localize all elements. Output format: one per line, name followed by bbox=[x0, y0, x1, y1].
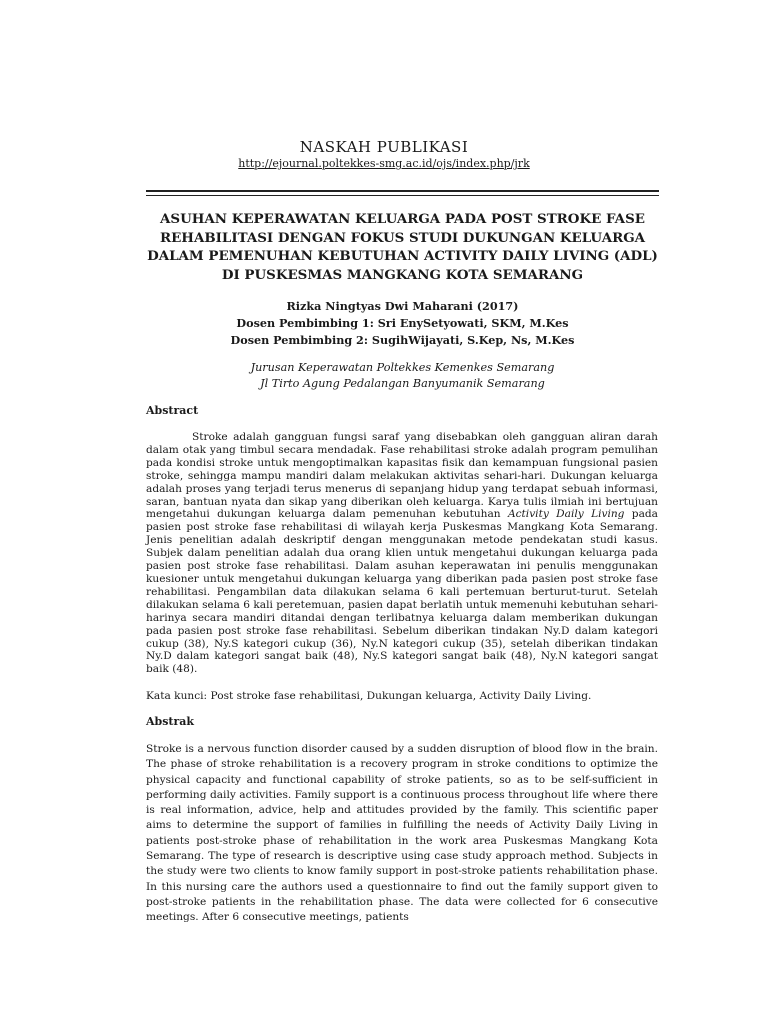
abstract-text-part1: Stroke adalah gangguan fungsi saraf yang disebabkan oleh gangguan aliran darah dalam otak yang timbul secara mendadak. Fase rehabilitasi stroke adalah program pemulihan pada kondisi stroke untuk mengoptimalkan kapasitas fisik dan kemampuan fungsional pasien stroke, sehingga mampu mandiri dalam melakukan aktivitas sehari-hari. Dukungan keluarga adalah proses yang terjadi terus menerus di sepanjang hidup yang terdapat sebuah informasi, saran, bantuan nyata dan sikap yang diberikan oleh keluarga. Karya tulis ilmiah ini bertujuan mengetahui dukungan keluarga dalam pemenuhan kebutuhan bbox=[146, 431, 658, 521]
paper-title: ASUHAN KEPERAWATAN KELUARGA PADA POST STROKE FASE REHABILITASI DENGAN FOKUS STUDI DUKUNGAN KELUARGA DALAM PEMENUHAN KEBUTUHAN ACTIVITY DAILY LIVING (ADL) DI PUSKESMAS MANGKANG KOTA SEMARANG bbox=[147, 211, 658, 283]
abstract-text-part2: pada pasien post stroke fase rehabilitasi di wilayah kerja Puskesmas Mangkang Kota Semarang. Jenis penelitian adalah deskriptif dengan menggunakan metode pendekatan studi kasus. Subjek dalam penelitian adalah dua orang klien untuk mengetahui dukungan keluarga pada pasien post stroke fase rehabilitasi. Dalam asuhan keperawatan ini penulis menggunakan kuesioner untuk mengetahui dukungan keluarga yang diberikan pada pasien post stroke fase rehabilitasi. Pengambilan data dilakukan selama 6 kali pertemuan berturut-turut. Setelah dilakukan selama 6 kali peretemuan, pasien dapat berlatih untuk memenuhi kebutuhan sehari-harinya secara mandiri ditandai dengan terlibatnya keluarga dalam memberikan dukungan pada pasien post stroke fase rehabilitasi. Sebelum diberikan tindakan Ny.D dalam kategori cukup (38), Ny.S kategori cukup (36), Ny.N kategori cukup (35), setelah diberikan tindakan Ny.D dalam kategori sangat baik (48), Ny.S kategori sangat baik (48), Ny.N kategori sangat baik (48). bbox=[146, 508, 659, 676]
abstract-text-italic: Activity Daily Living bbox=[507, 508, 625, 521]
abstrak-heading: Abstrak bbox=[146, 715, 195, 728]
author-block bbox=[140, 298, 665, 349]
abstract-heading: Abstract bbox=[146, 404, 199, 417]
affiliation-block bbox=[140, 360, 665, 392]
journal-url-link[interactable]: http://ejournal.poltekkes-smg.ac.id/ojs/index.php/jrk bbox=[238, 157, 530, 170]
supervisor-1: Dosen Pembimbing 1: Sri EnySetyowati, SKM, M.Kes bbox=[236, 316, 569, 330]
abstract-english: Stroke is a nervous function disorder caused by a sudden disruption of blood flow in the brain. The phase of stroke rehabilitation is a recovery program in stroke conditions to optimize the physical capacity and functional capability of stroke patients, so as to be self-sufficient in performing daily activities. Family support is a continuous process throughout life where there is real information, advice, help and attitudes provided by the family. This scientific paper aims to determine the support of families in fulfilling the needs of Activity Daily Living in patients post-stroke phase of rehabilitation in the work area Puskesmas Mangkang Kota Semarang. The type of research is descriptive using case study approach method. Subjects in the study were two clients to know family support in post-stroke patients rehabilitation phase. In this nursing care the authors used a questionnaire to find out the family support given to post-stroke patients in the rehabilitation phase. The data were collected for 6 consecutive meetings. After 6 consecutive meetings, patients bbox=[146, 743, 658, 924]
author-name: Rizka Ningtyas Dwi Maharani (2017) bbox=[286, 299, 519, 313]
publication-title: NASKAH PUBLIKASI bbox=[299, 138, 469, 156]
abstract-indonesian bbox=[146, 431, 658, 676]
keywords: Kata kunci: Post stroke fase rehabilitasi, Dukungan keluarga, Activity Daily Living. bbox=[146, 690, 592, 702]
affiliation-line-1: Jurusan Keperawatan Poltekkes Kemenkes Semarang bbox=[250, 361, 555, 374]
header-divider-thin bbox=[146, 195, 659, 196]
supervisor-2: Dosen Pembimbing 2: SugihWijayati, S.Kep, Ns, M.Kes bbox=[230, 333, 575, 347]
affiliation-line-2: Jl Tirto Agung Pedalangan Banyumanik Semarang bbox=[260, 377, 545, 390]
header-divider-thick bbox=[146, 190, 659, 192]
